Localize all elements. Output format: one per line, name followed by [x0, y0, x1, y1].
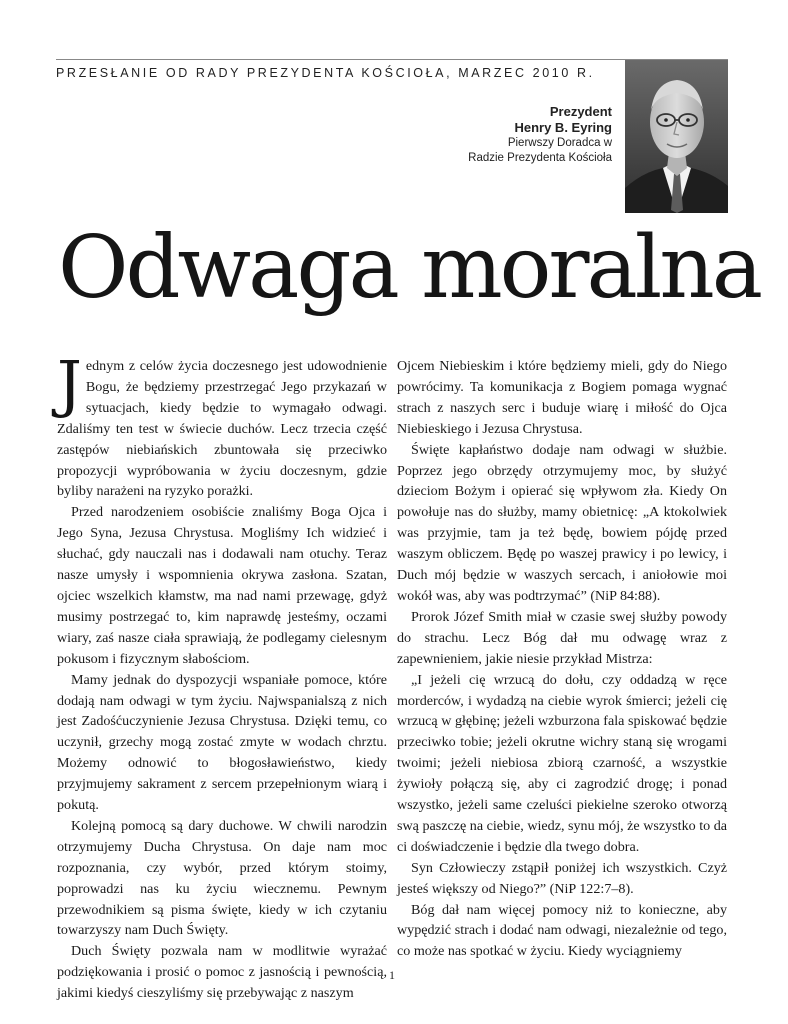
author-position-line2: Radzie Prezydenta Kościoła	[468, 152, 612, 164]
author-role: Prezydent	[549, 104, 612, 119]
author-byline	[468, 104, 612, 166]
article-paragraph: Ojcem Niebieskim i które będziemy mieli, gdy do Niego powrócimy. Ta komunikacja z Bogiem pomaga wygnać strach z naszych serc i buduje wiarę i miłość do Ojca Niebieskiego i Jezusa Chrystusa.	[397, 358, 727, 437]
article-paragraph: Kolejną pomocą są dary duchowe. W chwili narodzin otrzymujemy Ducha Chrystusa. On daje nam moc rozpoznania, czy wybór, przed którym stoimy, poprowadzi nas ku życiu wiecznemu. Pewnym przewodnikiem są pisma święte, kiedy w ich czytaniu towarzyszy nam Duch Święty.	[57, 817, 387, 939]
article-paragraph: Duch Święty pozwala nam w modlitwie wyrażać podziękowania i prosić o pomoc z jasnością i pewnością, jakimi kiedyś cieszyliśmy się przebywając z naszym	[57, 943, 387, 1002]
scripture-quote: Syn Człowieczy zstąpił poniżej ich wszystkich. Czyż jesteś większy od Niego?” (NiP 122:7–8).	[397, 859, 727, 897]
article-paragraph: Przed narodzeniem osobiście znaliśmy Boga Ojca i Jego Syna, Jezusa Chrystusa. Mogliśmy Ich widzieć i słuchać, gdy nauczali nas i dodawali nam otuchy. Teraz nasze umysły i wspomnienia okrywa zasłona. Szatan, ojciec wszelkich kłamstw, ma nad nami przewagę, gdyż musimy postrzegać to, kim naprawdę jesteśmy, oczami wiary, zaś nasze ciała sprawiają, że podlegamy cielesnym pokusom i fizycznym słabościom.	[57, 504, 387, 667]
article-left-column	[57, 347, 387, 1004]
drop-cap: J	[57, 347, 82, 420]
paragraph-text: ednym z celów życia doczesnego jest udowodnienie Bogu, że będziemy przestrzegać Jego przykazań w sytuacjach, kiedy będzie to wymagało odwagi. Zdaliśmy ten test w świecie duchów. Lecz trzecia część zastępów niebiańskich zbuntowała się przeciwko propozycji wypróbowania w życiu doczesnym, gdzie byliby narażeni na ryzyko porażki.	[57, 358, 387, 500]
article-title: Odwaga moralna	[58, 218, 760, 318]
article-paragraph: Mamy jednak do dyspozycji wspaniałe pomoce, które dodają nam odwagi w tym życiu. Najwspanialszą z nich jest Zadośćuczynienie Jezusa Chrystusa. Dzięki temu, co uczynił, grzechy mogą zostać zmyte w wodach chrztu. Możemy odnowić to błogosławieństwo, kiedy przyjmujemy sakrament z sercem przepełnionym wiarą i pokutą.	[57, 671, 387, 814]
portrait-illustration	[625, 60, 728, 213]
article-paragraph	[57, 347, 387, 502]
article-paragraph: Bóg dał nam więcej pomocy niż to konieczne, aby wypędzić strach i dodać nam odwagi, niezależnie od tego, co może nas spotkać w życiu. Kiedy wyciągniemy	[397, 901, 727, 960]
page-number: 1	[389, 968, 395, 982]
author-position-line1: Pierwszy Doradca w	[507, 137, 612, 149]
article-paragraph: Prorok Józef Smith miał w czasie swej służby powody do strachu. Lecz Bóg dał mu odwagę wraz z zapewnieniem, jakie niesie przykład Mistrza:	[397, 608, 727, 667]
issue-kicker: PRZESŁANIE OD RADY PREZYDENTA KOŚCIOŁA, MARZEC 2010 R.	[56, 66, 595, 80]
article-right-column	[397, 356, 727, 962]
article-paragraph: Święte kapłaństwo dodaje nam odwagi w służbie. Poprzez jego obrzędy otrzymujemy moc, by służyć dzieciom Bożym i opierać się wpływom zła. Kiedy On powołuje nas do służby, mamy obietnicę: „A ktokolwiek was przyjmie, tam ja też będę, bowiem pójdę przed waszym obliczem. Będę po waszej prawicy i po lewicy, i Duch mój będzie w waszych sercach, i aniołowie moi wokół was, aby was podtrzymać” (NiP 84:88).	[397, 441, 727, 604]
author-name: Henry B. Eyring	[514, 120, 612, 135]
author-portrait-photo	[625, 60, 728, 213]
scripture-quote: „I jeżeli cię wrzucą do dołu, czy oddadzą w ręce morderców, i wydadzą na ciebie wyrok śmierci; jeżeli cię wrzucą w głębinę; jeżeli wzburzona fala spiskować będzie przeciwko tobie; jeżeli okrutne wichry staną się wrogami twoimi; jeżeli niebiosa zbiorą czarność, a wszystkie żywioły połączą się, aby ci zagrodzić drogę; i ponad wszystko, jeżeli same czeluści piekielne szeroko otworzą swą paszczę na ciebie, wiedz, synu mój, że wszystko to da ci doświadczenie i będzie dla twego dobra.	[397, 671, 727, 855]
